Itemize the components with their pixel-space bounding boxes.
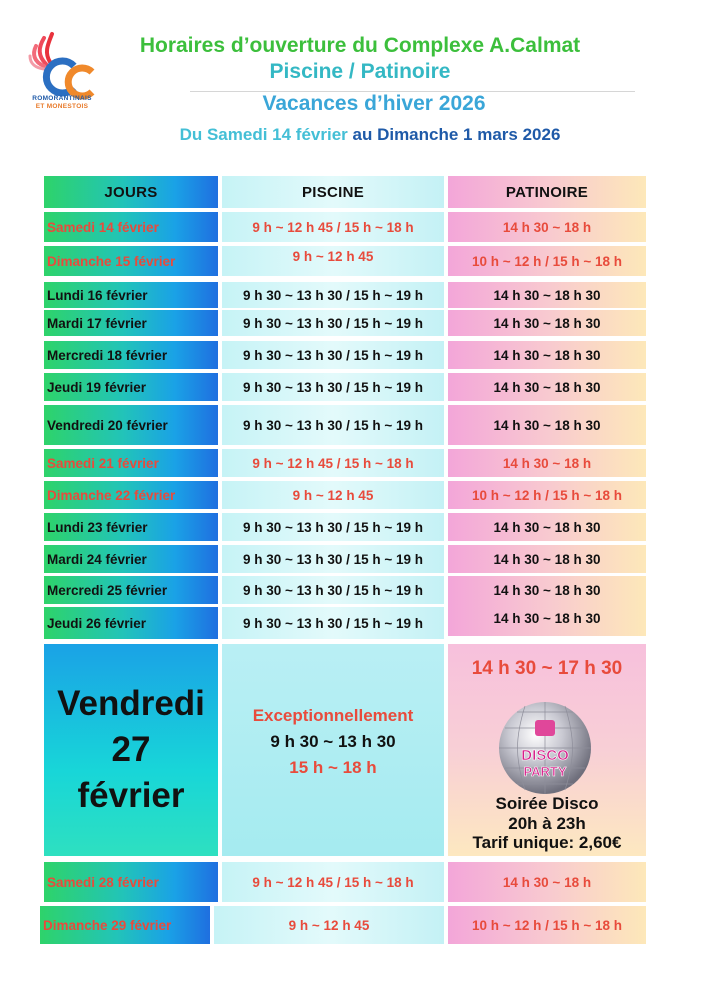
day-cell: Jeudi 26 février xyxy=(44,607,218,639)
patinoire-special-hours: 14 h 30 ~ 17 h 30 xyxy=(471,658,623,679)
patinoire-hours-cell: 14 h 30 ~ 18 h xyxy=(448,212,646,242)
patinoire-hours-cell: 14 h 30 ~ 18 h xyxy=(448,449,646,477)
patinoire-hours-cell: 14 h 30 ~ 18 h xyxy=(448,862,646,902)
piscine-hours-cell: 9 h 30 ~ 13 h 30 / 15 h ~ 19 h xyxy=(222,405,444,445)
piscine-hours-cell: 9 h 30 ~ 13 h 30 / 15 h ~ 19 h xyxy=(222,373,444,401)
day-cell: Samedi 28 février xyxy=(44,862,218,902)
day-cell: Mercredi 18 février xyxy=(44,341,218,369)
piscine-afternoon-hours: 15 h ~ 18 h xyxy=(289,758,377,777)
patinoire-hours-cell: 14 h 30 ~ 18 h 30 xyxy=(448,545,646,573)
piscine-hours-cell: 9 h ~ 12 h 45 xyxy=(214,906,444,944)
patinoire-hours-cell: 14 h 30 ~ 18 h 30 xyxy=(448,576,646,604)
piscine-hours-cell: 9 h ~ 12 h 45 / 15 h ~ 18 h xyxy=(222,212,444,242)
patinoire-hours-cell: 14 h 30 ~ 18 h 30 xyxy=(448,373,646,401)
piscine-morning-hours: 9 h 30 ~ 13 h 30 xyxy=(270,732,396,751)
day-cell: Vendredi 20 février xyxy=(44,405,218,445)
page-subtitle-period: Vacances d’hiver 2026 xyxy=(262,92,486,115)
logo-line1: ROMORANTINAIS xyxy=(32,95,92,102)
patinoire-hours-cell: 14 h 30 ~ 18 h 30 xyxy=(448,282,646,308)
piscine-hours-cell: 9 h 30 ~ 13 h 30 / 15 h ~ 19 h xyxy=(222,282,444,308)
patinoire-hours-cell: 10 h ~ 12 h / 15 h ~ 18 h xyxy=(448,246,646,276)
day-cell: Jeudi 19 février xyxy=(44,373,218,401)
piscine-hours-cell: 9 h ~ 12 h 45 / 15 h ~ 18 h xyxy=(222,449,444,477)
patinoire-hours-cell: 10 h ~ 12 h / 15 h ~ 18 h xyxy=(448,481,646,509)
day-cell: Dimanche 22 février xyxy=(44,481,218,509)
date-range-start: Du Samedi 14 février xyxy=(179,125,348,144)
patinoire-hours-cell: 14 h 30 ~ 18 h 30 xyxy=(448,513,646,541)
patinoire-hours-cell: 14 h 30 ~ 18 h 30 xyxy=(448,310,646,336)
special-patinoire-cell xyxy=(448,644,646,856)
piscine-hours-cell: 9 h 30 ~ 13 h 30 / 15 h ~ 19 h xyxy=(222,513,444,541)
column-header-patinoire: PATINOIRE xyxy=(448,176,646,208)
party-text: PARTY xyxy=(523,764,567,779)
soiree-title: Soirée Disco xyxy=(495,794,599,813)
piscine-hours-cell: 9 h 30 ~ 13 h 30 / 15 h ~ 19 h xyxy=(222,607,444,639)
day-cell: Mardi 24 février xyxy=(44,545,218,573)
disco-text: DISCO xyxy=(521,747,569,764)
day-cell: Mardi 17 février xyxy=(44,310,218,336)
exceptional-label: Exceptionnellement xyxy=(252,706,414,725)
special-day-cell xyxy=(44,644,218,856)
patinoire-hours-cell: 14 h 30 ~ 18 h 30 xyxy=(448,600,646,636)
piscine-hours-cell: 9 h ~ 12 h 45 xyxy=(222,481,444,509)
soiree-price: Tarif unique: 2,60€ xyxy=(472,833,622,852)
piscine-hours-cell: 9 h 30 ~ 13 h 30 / 15 h ~ 19 h xyxy=(222,341,444,369)
piscine-hours-cell: 9 h ~ 12 h 45 / 15 h ~ 18 h xyxy=(222,862,444,902)
day-cell: Samedi 14 février xyxy=(44,212,218,242)
day-cell: Mercredi 25 février xyxy=(44,576,218,604)
patinoire-hours-cell: 14 h 30 ~ 18 h 30 xyxy=(448,405,646,445)
page-title: Horaires d’ouverture du Complexe A.Calmat xyxy=(139,34,581,57)
special-day-month: février xyxy=(77,776,185,815)
day-cell: Dimanche 29 février xyxy=(40,906,210,944)
logo-caption xyxy=(22,95,102,111)
special-day-name: Vendredi xyxy=(57,684,205,723)
date-range-end: au Dimanche 1 mars 2026 xyxy=(347,125,561,144)
soiree-hours: 20h à 23h xyxy=(508,814,586,833)
patinoire-hours-cell: 10 h ~ 12 h / 15 h ~ 18 h xyxy=(448,906,646,944)
logo-line2: ET MONESTOIS xyxy=(35,103,89,110)
day-cell: Samedi 21 février xyxy=(44,449,218,477)
piscine-hours-cell: 9 h 30 ~ 13 h 30 / 15 h ~ 19 h xyxy=(222,310,444,336)
piscine-hours-cell: 9 h 30 ~ 13 h 30 / 15 h ~ 19 h xyxy=(222,576,444,604)
date-range xyxy=(100,125,640,145)
special-day-number: 27 xyxy=(111,730,151,769)
patinoire-hours-cell: 14 h 30 ~ 18 h 30 xyxy=(448,341,646,369)
disco-ball-icon xyxy=(495,698,595,798)
day-cell: Lundi 16 février xyxy=(44,282,218,308)
page-subtitle-venue: Piscine / Patinoire xyxy=(269,60,451,83)
piscine-hours-cell: 9 h ~ 12 h 45 xyxy=(222,246,444,276)
column-header-jours: JOURS xyxy=(44,176,218,208)
day-cell: Dimanche 15 février xyxy=(44,246,218,276)
day-cell: Lundi 23 février xyxy=(44,513,218,541)
special-piscine-cell xyxy=(222,644,444,856)
column-header-piscine: PISCINE xyxy=(222,176,444,208)
piscine-hours-cell: 9 h 30 ~ 13 h 30 / 15 h ~ 19 h xyxy=(222,545,444,573)
